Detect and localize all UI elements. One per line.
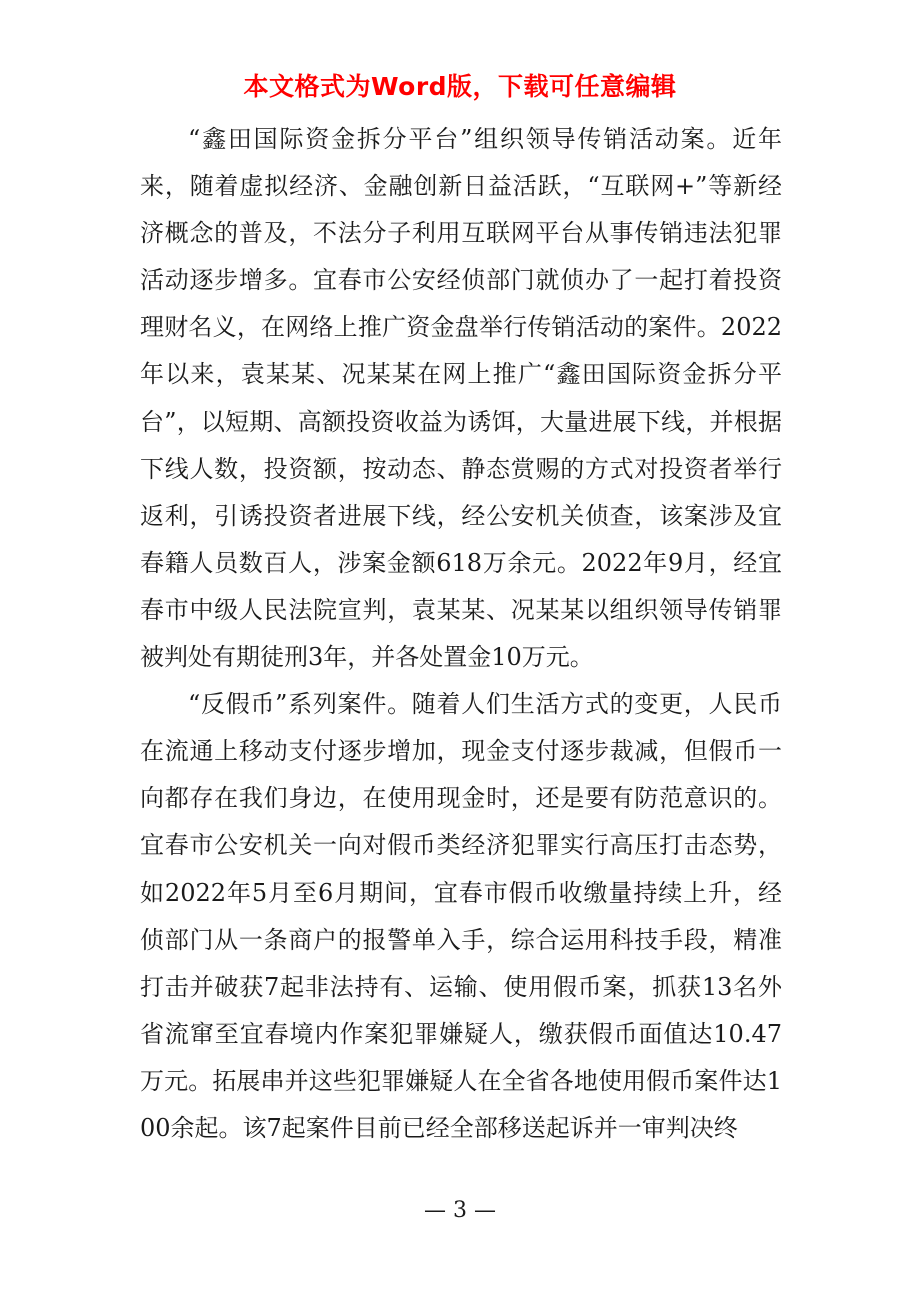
page-number: — 3 — xyxy=(424,1198,496,1223)
paragraph-pyramid-scheme-case: “鑫田国际资金拆分平台”组织领导传销活动案。近年来，随着虚拟经济、金融创新日益活跃，“互联网+”等新经济概念的普及，不法分子利用互联网平台从事传销违法犯罪活动逐步增多。宜春市公安经侦部门就侦办了一起打着投资理财名义，在网络上推广资金盘举行传销活动的案件。2022年以来，袁某某、况某某在网上推广“鑫田国际资金拆分平台”，以短期、高额投资收益为诱饵，大量进展下线，并根据下线人数，投资额，按动态、静态赏赐的方式对投资者举行返利，引诱投资者进展下线，经公安机关侦查，该案涉及宜春籍人员数百人，涉案金额618万余元。2022年9月，经宜春市中级人民法院宣判，袁某某、况某某以组织领导传销罪被判处有期徒刑3年，并各处置金10万元。 xyxy=(140,125,782,672)
editable-format-banner: 本文格式为Word版，下载可任意编辑 xyxy=(243,72,677,101)
body-text xyxy=(140,116,782,1152)
paragraph-counterfeit-currency-case: “反假币”系列案件。随着人们生活方式的变更，人民币在流通上移动支付逐步增加，现金支付逐步裁减，但假币一向都存在我们身边，在使用现金时，还是要有防范意识的。宜春市公安机关一向对假币类经济犯罪实行高压打击态势，如2022年5月至6月期间，宜春市假币收缴量持续上升，经侦部门从一条商户的报警单入手，综合运用科技手段，精准打击并破获7起非法持有、运输、使用假币案，抓获13名外省流窜至宜春境内作案犯罪嫌疑人，缴获假币面值达10.47万元。拓展串并这些犯罪嫌疑人在全省各地使用假币案件达100余起。该7起案件目前已经全部移送起诉并一审判决终 xyxy=(140,690,782,1142)
